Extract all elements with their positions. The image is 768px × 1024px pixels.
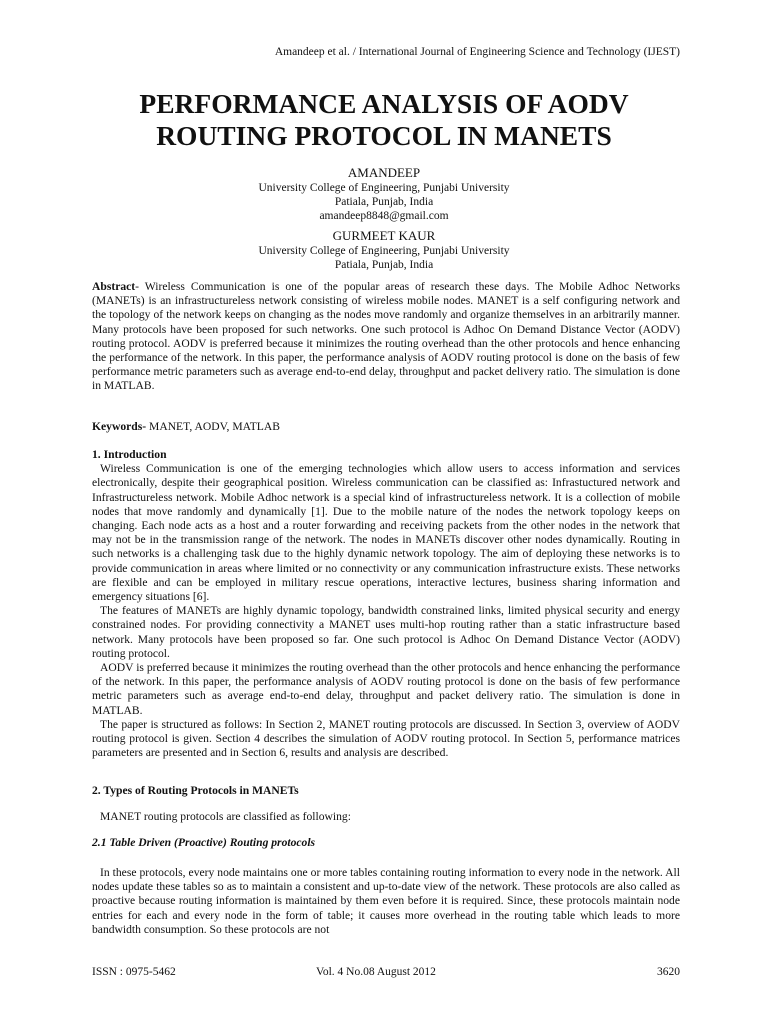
author-block-2	[90, 228, 678, 272]
title-line-2: ROUTING PROTOCOL IN MANETS	[156, 120, 612, 151]
running-head: Amandeep et al. / International Journal of Engineering Science and Technology (IJEST)	[274, 46, 680, 58]
subsection-heading: 2.1 Table Driven (Proactive) Routing protocols	[92, 836, 316, 849]
paragraph: The paper is structured as follows: In Section 2, MANET routing protocols are discussed. In Section 3, overview of AODV routing protocol is given. Section 4 describes the simulation of AODV routing protocol. In Section 5, performance matrices parameters are presented and in Section 6, results and analysis are described.	[92, 717, 680, 760]
keywords-label: Keywords-	[92, 420, 147, 433]
author-name: GURMEET KAUR	[332, 228, 436, 243]
author-affiliation: University College of Engineering, Punjabi University	[258, 245, 510, 257]
subsection-heading-block	[92, 836, 680, 850]
section-routing-protocols	[92, 784, 680, 798]
subsection-body	[92, 866, 680, 937]
section-intro-line	[92, 810, 680, 824]
section-heading: 2. Types of Routing Protocols in MANETs	[92, 784, 299, 797]
keywords	[92, 420, 680, 434]
paragraph: The features of MANETs are highly dynamic topology, bandwidth constrained links, limited physical security and energy constrained nodes. For providing connectivity a MANET uses multi-hop routing rather than a static infrastructure based network. Many protocols have been proposed so far. One such protocol is Adhoc On Demand Distance Vector (AODV) routing protocol.	[92, 604, 680, 660]
footer-page-number: 3620	[657, 966, 680, 978]
author-email: amandeep8848@gmail.com	[319, 210, 449, 222]
abstract	[92, 280, 680, 394]
keywords-text: MANET, AODV, MATLAB	[146, 420, 280, 433]
author-location: Patiala, Punjab, India	[334, 196, 434, 208]
footer-volume: Vol. 4 No.08 August 2012	[316, 966, 436, 978]
paragraph: In these protocols, every node maintains one or more tables containing routing information to every node in the network. All nodes update these tables so as to maintain a consistent and up-to-date view of the network. These protocols are also called as proactive because routing information is maintained by them even before it is required. Since, these protocols maintain node entries for each and every node in the form of table; it causes more overhead in the routing table which leads to more bandwidth consumption. So these protocols are not	[92, 866, 680, 936]
paragraph: AODV is preferred because it minimizes the routing overhead than the other protocols and hence enhancing the performance of the network. In this paper, the performance analysis of AODV routing protocol is done on the basis of few performance metric parameters such as average end-to-end delay, throughput and packet delivery ratio. The simulation is done in MATLAB.	[92, 661, 680, 717]
author-affiliation: University College of Engineering, Punjabi University	[258, 182, 510, 194]
section-heading: 1. Introduction	[92, 448, 167, 461]
abstract-text: - Wireless Communication is one of the popular areas of research these days. The Mobile Adhoc Networks (MANETs) is an infrastructureless network consisting of wireless mobile nodes. MANET is a self configuring network and the topology of the network keeps on changing as the nodes move randomly and organize themselves in an arbitrarily manner. Many protocols have been proposed for such networks. One such protocol is Adhoc On Demand Distance Vector (AODV) routing protocol. AODV is preferred because it minimizes the routing overhead than the other protocols and hence enhancing the performance of the network. In this paper, the performance analysis of AODV routing protocol is done on the basis of few performance metric parameters such as average end-to-end delay, throughput and packet delivery ratio. The simulation is done in MATLAB.	[92, 280, 680, 393]
author-block-1	[90, 165, 678, 223]
abstract-label: Abstract	[92, 280, 136, 293]
paragraph: Wireless Communication is one of the emerging technologies which allow users to access information and services electronically, despite their geographical position. Wireless communication can be classified as: Infrastuctured network and Infrastructureless network. Mobile Adhoc network is a special kind of infrastructureless network. It is a collection of mobile nodes that move randomly and dynamically [1]. Due to the mobile nature of the nodes the network topology keeps on changing. Each node acts as a host and a router forwarding and receiving packets from the other nodes in the network that may not be in the transmission range of the network. The nodes in MANETs discover other nodes dynamically. Routing in such networks is a challenging task due to the highly dynamic network topology. The aim of deploying these networks is to provide communication in areas where limited or no connectivity or any communication infrastructure exists. These networks are flexible and can be employed in military rescue operations, interactive lectures, business sharing information and emergency situations [6].	[92, 462, 680, 604]
footer-issn: ISSN : 0975-5462	[92, 966, 176, 978]
title-line-1: PERFORMANCE ANALYSIS OF AODV	[139, 88, 629, 119]
paragraph: MANET routing protocols are classified as following:	[100, 810, 351, 823]
section-introduction	[92, 448, 680, 760]
author-name: AMANDEEP	[347, 165, 421, 180]
paper-title	[40, 88, 728, 152]
author-location: Patiala, Punjab, India	[334, 259, 434, 271]
